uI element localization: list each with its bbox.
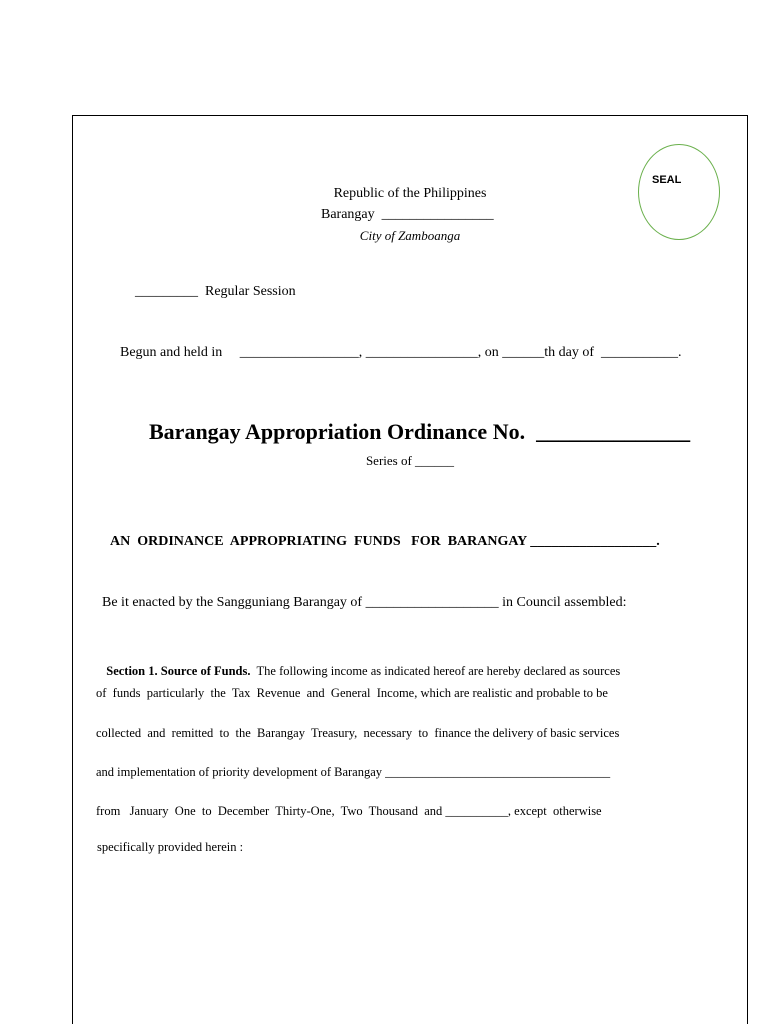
section1-line6: specifically provided herein : — [97, 840, 244, 854]
seal-circle — [638, 144, 720, 240]
enacted-clause: Be it enacted by the Sangguniang Barangay of ___________________ in Council assembled: — [102, 595, 627, 610]
section1-label: Section 1. Source of Funds. — [106, 664, 251, 678]
seal-label: SEAL — [652, 174, 682, 186]
section1-line4: and implementation of priority development of Barangay ____________________________________ — [96, 765, 611, 779]
ordinance-series: Series of ______ — [365, 453, 455, 468]
section1-line2: of funds particularly the Tax Revenue and General Income, which are realistic and probable to be — [96, 686, 608, 700]
section1-first-line — [100, 649, 620, 679]
ordinance-heading: AN ORDINANCE APPROPRIATING FUNDS FOR BARANGAY __________________. — [110, 534, 660, 549]
section1-line5: from January One to December Thirty-One, Two Thousand and __________, except otherwise — [96, 804, 602, 818]
section1-line3: collected and remitted to the Barangay Treasury, necessary to finance the delivery of basic services — [96, 726, 620, 740]
header-barangay: Barangay ________________ — [321, 207, 494, 222]
header-republic: Republic of the Philippines — [333, 186, 487, 201]
header-city: City of Zamboanga — [359, 228, 461, 243]
session-line: _________ Regular Session — [135, 284, 296, 299]
document-border — [72, 115, 748, 1024]
section1-line1: The following income as indicated hereof are hereby declared as sources — [250, 664, 621, 678]
ordinance-title: Barangay Appropriation Ordinance No. ______________ — [149, 419, 691, 444]
begun-line: Begun and held in _________________, ________________, on ______th day of ___________. — [120, 345, 682, 360]
